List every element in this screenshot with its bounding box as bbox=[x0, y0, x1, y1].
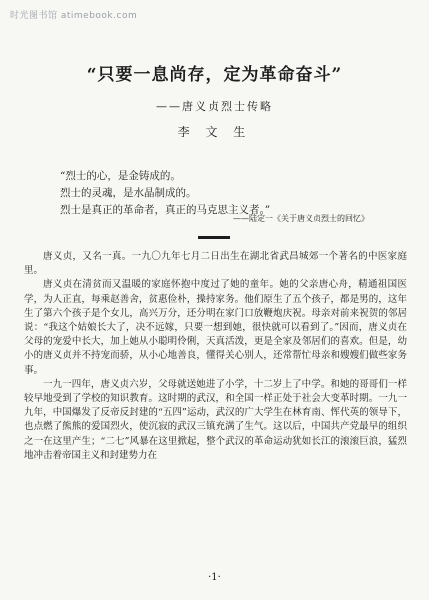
epigraph bbox=[60, 168, 270, 219]
article-subtitle: ——唐义贞烈士传略 bbox=[156, 100, 273, 113]
author-name: 李 文 生 bbox=[177, 125, 252, 139]
section-number-one bbox=[198, 236, 230, 239]
paragraph: 唐义贞在清贫而又温暖的家庭怀抱中度过了她的童年。她的父亲唐心舟，精通祖国医学，为人正直，每乘赵善舍，贫惠俭朴，操持家务。他们原生了五个孩子，都是男的，这年生了第六个孩子是个女儿，高兴万分，还分明在家门口放鞭炮庆祝。母亲对前来祝贺的邻居说：“我这个姑娘长大了，决不远嫁，只要一想到她，很快就可以看到了。”因而，唐义贞在父母的宠爱中长大，加上她从小聪明伶俐，天真活泼，更是全家及邻居们的喜欢。但是，幼小的唐义贞并不持宠而骄，从小心地善良，懂得关心别人，还常帮忙母亲和嫂嫂们做些家务事。 bbox=[24, 279, 407, 376]
watermark: 时光图书馆 atimebook.com bbox=[10, 11, 138, 21]
article-title: “只要一息尚存，定为革命奋斗” bbox=[86, 65, 343, 85]
page-number: ·1· bbox=[208, 572, 221, 583]
epigraph-line: 烈士是真正的革命者，真正的马克思主义者。” bbox=[60, 204, 271, 216]
epigraph-source: ——陆定一《关于唐义贞烈士的回忆》 bbox=[233, 214, 369, 223]
body-text bbox=[24, 250, 407, 463]
paragraph: 一九一四年，唐义贞六岁，父母就送她进了小学，十二岁上了中学。和她的哥哥们一样较早地受到了学校的知识教育。这时期的武汉，和全国一样正处于社会大变革时期。一九一九年，中国爆发了反帝反封建的“五四”运动，武汉的广大学生在林育南、恽代英的领导下，也点燃了熊熊的爱国烈火，使沉寂的武汉三镇充满了生气。这以后，中国共产党最早的组织之一在这里产生；“二七”风暴在这里掀起，整个武汉的革命运动犹如长江的滚滚巨浪，猛烈地冲击着帝国主义和封建势力在 bbox=[24, 378, 407, 461]
epigraph-line: 烈士的灵魂，是水晶制成的。 bbox=[60, 187, 197, 199]
epigraph-line: “烈士的心，是金铸成的。 bbox=[60, 170, 181, 182]
paragraph: 唐义贞，又名一真。一九〇九年七月二日出生在湖北省武昌城郊一个著名的中医家庭里。 bbox=[24, 251, 407, 277]
